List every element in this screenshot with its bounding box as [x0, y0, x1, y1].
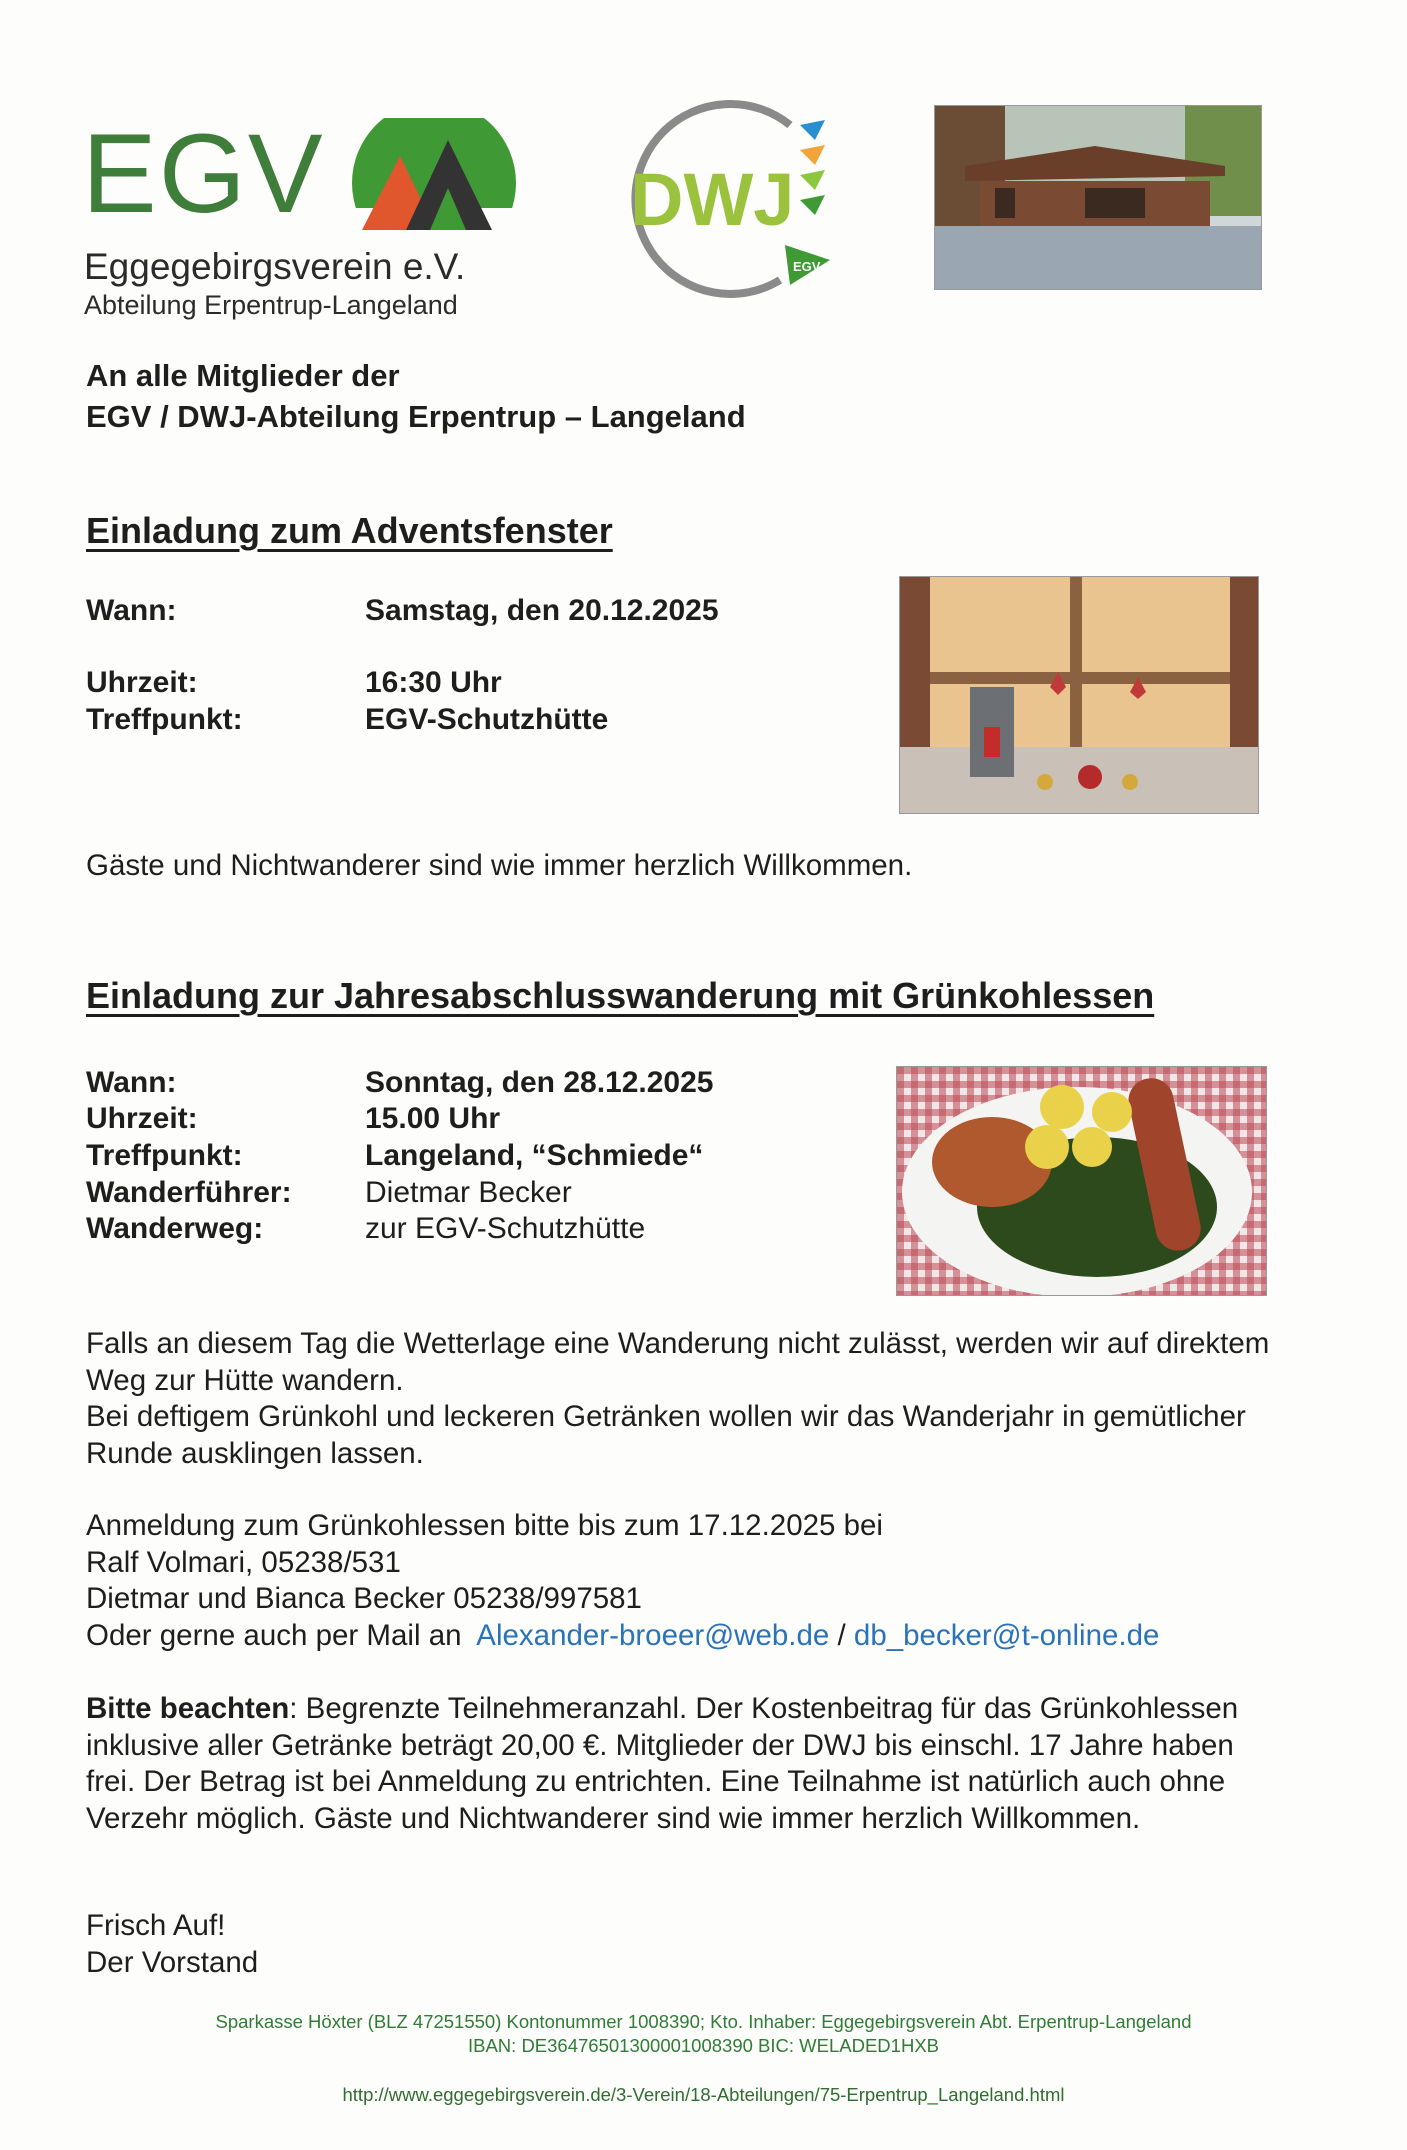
closing-line-1: Frisch Auf!	[86, 1909, 226, 1942]
advent-uhrzeit-value: 16:30 Uhr	[365, 666, 502, 699]
hike-wann-value: Sonntag, den 28.12.2025	[365, 1066, 714, 1099]
notice-line-1: : Begrenzte Teilnehmeranzahl. Der Kostenbeitrag für das Grünkohlessen	[289, 1692, 1239, 1725]
hike-treffpunkt-value: Langeland, “Schmiede“	[365, 1139, 704, 1172]
hike-fuehrer-value: Dietmar Becker	[365, 1176, 572, 1209]
dwj-ring-icon	[610, 95, 845, 305]
registration-line-1: Anmeldung zum Grünkohlessen bitte bis zum 17.12.2025 bei	[86, 1509, 883, 1542]
closing-block	[86, 1908, 1376, 1981]
notice-block	[86, 1691, 1376, 1837]
egv-logo	[82, 111, 522, 320]
footer-bank-line: Sparkasse Höxter (BLZ 47251550) Kontonummer 1008390; Kto. Inhaber: Eggegebirgsverein Abt. Erpentrup-Langeland	[215, 2011, 1192, 2032]
advent-heading: Einladung zum Adventsfenster	[86, 510, 613, 551]
hike-uhrzeit-value: 15.00 Uhr	[365, 1102, 501, 1135]
egv-tent-icon	[350, 118, 518, 248]
hike-wann-label: Wann:	[86, 1066, 177, 1099]
advent-treffpunkt-label: Treffpunkt:	[86, 703, 243, 736]
food-line-1: Bei deftigem Grünkohl und leckeren Getränken wollen wir das Wanderjahr in gemütlicher	[86, 1400, 1246, 1433]
email-link-broeer[interactable]: Alexander-broeer@web.de	[476, 1618, 830, 1652]
hut-photo	[934, 105, 1262, 290]
advent-window-photo	[899, 576, 1259, 814]
dwj-badge: EGV	[793, 259, 821, 274]
hike-weather-note	[86, 1326, 1376, 1472]
email-separator: /	[837, 1618, 846, 1652]
dwj-letters: DWJ	[630, 158, 795, 241]
notice-line-3: frei. Der Betrag ist bei Anmeldung zu entrichten. Eine Teilnahme ist natürlich auch ohne	[86, 1765, 1226, 1798]
dwj-logo	[610, 95, 845, 305]
closing-line-2: Der Vorstand	[86, 1945, 259, 1979]
hike-uhrzeit-label: Uhrzeit:	[86, 1102, 198, 1135]
advent-treffpunkt-value: EGV-Schutzhütte	[365, 703, 609, 736]
weather-line-2: Weg zur Hütte wandern.	[86, 1363, 404, 1397]
hike-weg-label: Wanderweg:	[86, 1212, 264, 1245]
registration-line-3: Dietmar und Bianca Becker 05238/997581	[86, 1582, 642, 1615]
hike-heading: Einladung zur Jahresabschlusswanderung mit Grünkohlessen	[86, 975, 1155, 1016]
advent-wann-value: Samstag, den 20.12.2025	[365, 594, 719, 627]
hike-weg-value: zur EGV-Schutzhütte	[365, 1212, 646, 1245]
mail-prefix: Oder gerne auch per Mail an	[86, 1618, 462, 1652]
footer-url[interactable]: http://www.eggegebirgsverein.de/3-Verein/18-Abteilungen/75-Erpentrup_Langeland.html	[342, 2084, 1065, 2105]
advent-uhrzeit-label: Uhrzeit:	[86, 666, 198, 699]
footer-bank	[0, 2010, 1407, 2058]
email-link-becker[interactable]: db_becker@t-online.de	[853, 1618, 1160, 1652]
registration-line-2: Ralf Volmari, 05238/531	[86, 1545, 401, 1579]
hike-treffpunkt-label: Treffpunkt:	[86, 1139, 243, 1172]
gruenkohl-photo	[896, 1066, 1267, 1296]
notice-label: Bitte beachten	[86, 1692, 290, 1725]
food-line-2: Runde ausklingen lassen.	[86, 1436, 424, 1470]
advent-guests-note: Gäste und Nichtwanderer sind wie immer herzlich Willkommen.	[86, 849, 913, 882]
address-line-1: An alle Mitglieder der	[86, 358, 400, 393]
advent-wann-label: Wann:	[86, 594, 177, 627]
egv-logo-letters: EGV	[82, 111, 325, 236]
notice-line-4: Verzehr möglich. Gäste und Nichtwanderer sind wie immer herzlich Willkommen.	[86, 1801, 1141, 1835]
department-name: Abteilung Erpentrup-Langeland	[84, 290, 458, 320]
weather-line-1: Falls an diesem Tag die Wetterlage eine Wanderung nicht zulässt, werden wir auf direktem	[86, 1327, 1270, 1360]
org-name: Eggegebirgsverein e.V.	[84, 246, 466, 287]
address-line-2: EGV / DWJ-Abteilung Erpentrup – Langeland	[86, 399, 746, 434]
registration-mail-line	[86, 1618, 1376, 1655]
registration-block	[86, 1508, 1376, 1654]
hike-fuehrer-label: Wanderführer:	[86, 1176, 292, 1209]
notice-line-2: inklusive aller Getränke beträgt 20,00 €. Mitglieder der DWJ bis einschl. 17 Jahre haben	[86, 1728, 1234, 1762]
footer-iban-line: IBAN: DE36476501300001008390 BIC: WELADED1HXB	[467, 2035, 939, 2056]
